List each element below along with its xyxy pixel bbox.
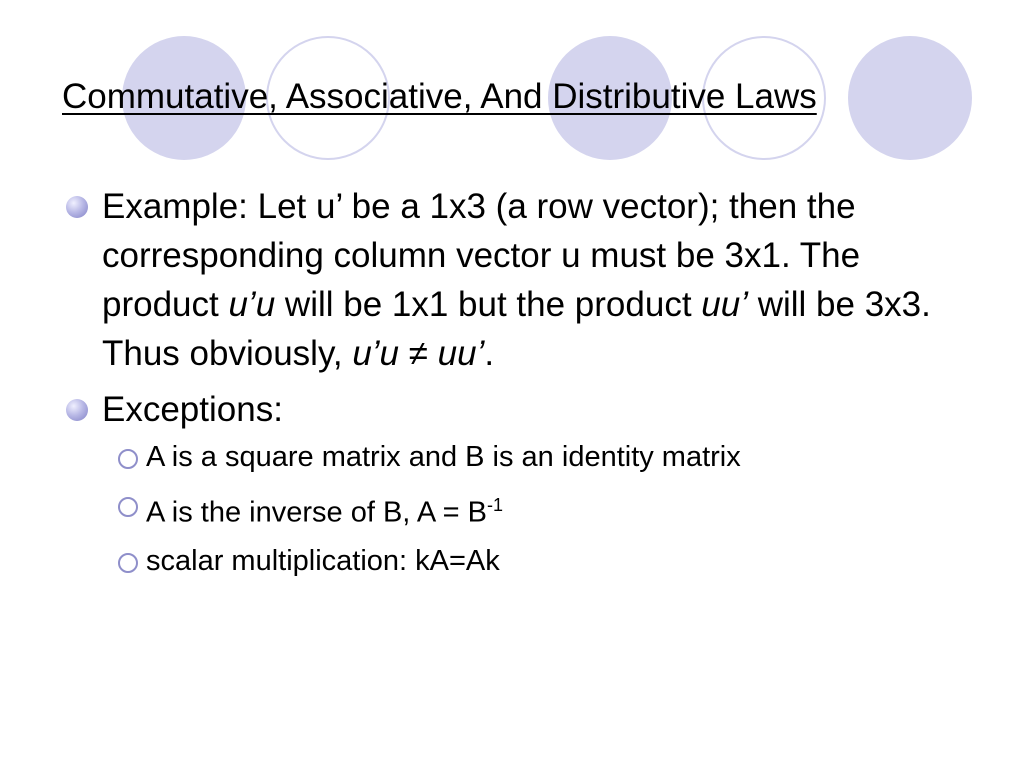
example-text: will be 1x1 but the product [275,285,702,324]
example-text: . [484,334,495,373]
expr-inequality: u’u ≠ uu’ [352,334,485,373]
hollow-bullet-icon [118,497,138,517]
example-text: Example: Let u’ be a 1x3 (a row vector); then the corresponding column vector u must be 3x1. The product [102,187,861,324]
bullet-exceptions [66,385,966,578]
decorative-circle-filled [848,36,972,160]
example-text: will be 3x3. Thus obviously, [102,285,931,373]
exception-text: scalar multiplication: kA=Ak [146,544,500,577]
expr-inner-product: u’u [228,285,276,324]
exception-item [66,440,966,474]
bullet-dot-icon [66,196,88,218]
bullet-dot-icon [66,399,88,421]
hollow-bullet-icon [118,553,138,573]
hollow-bullet-icon [118,449,138,469]
superscript: -1 [486,495,503,515]
exception-text: A is a square matrix and B is an identity matrix [146,441,741,473]
slide-title: Commutative, Associative, And Distributive Laws [62,77,817,116]
expr-outer-product: uu’ [701,285,748,324]
exceptions-label: Exceptions: [102,390,283,429]
exceptions-list [66,440,966,578]
exception-item [66,544,966,578]
exception-item [66,488,966,530]
bullet-example [66,182,966,378]
exception-text: A is the inverse of B, A = B [146,496,487,529]
slide-body [66,182,966,578]
